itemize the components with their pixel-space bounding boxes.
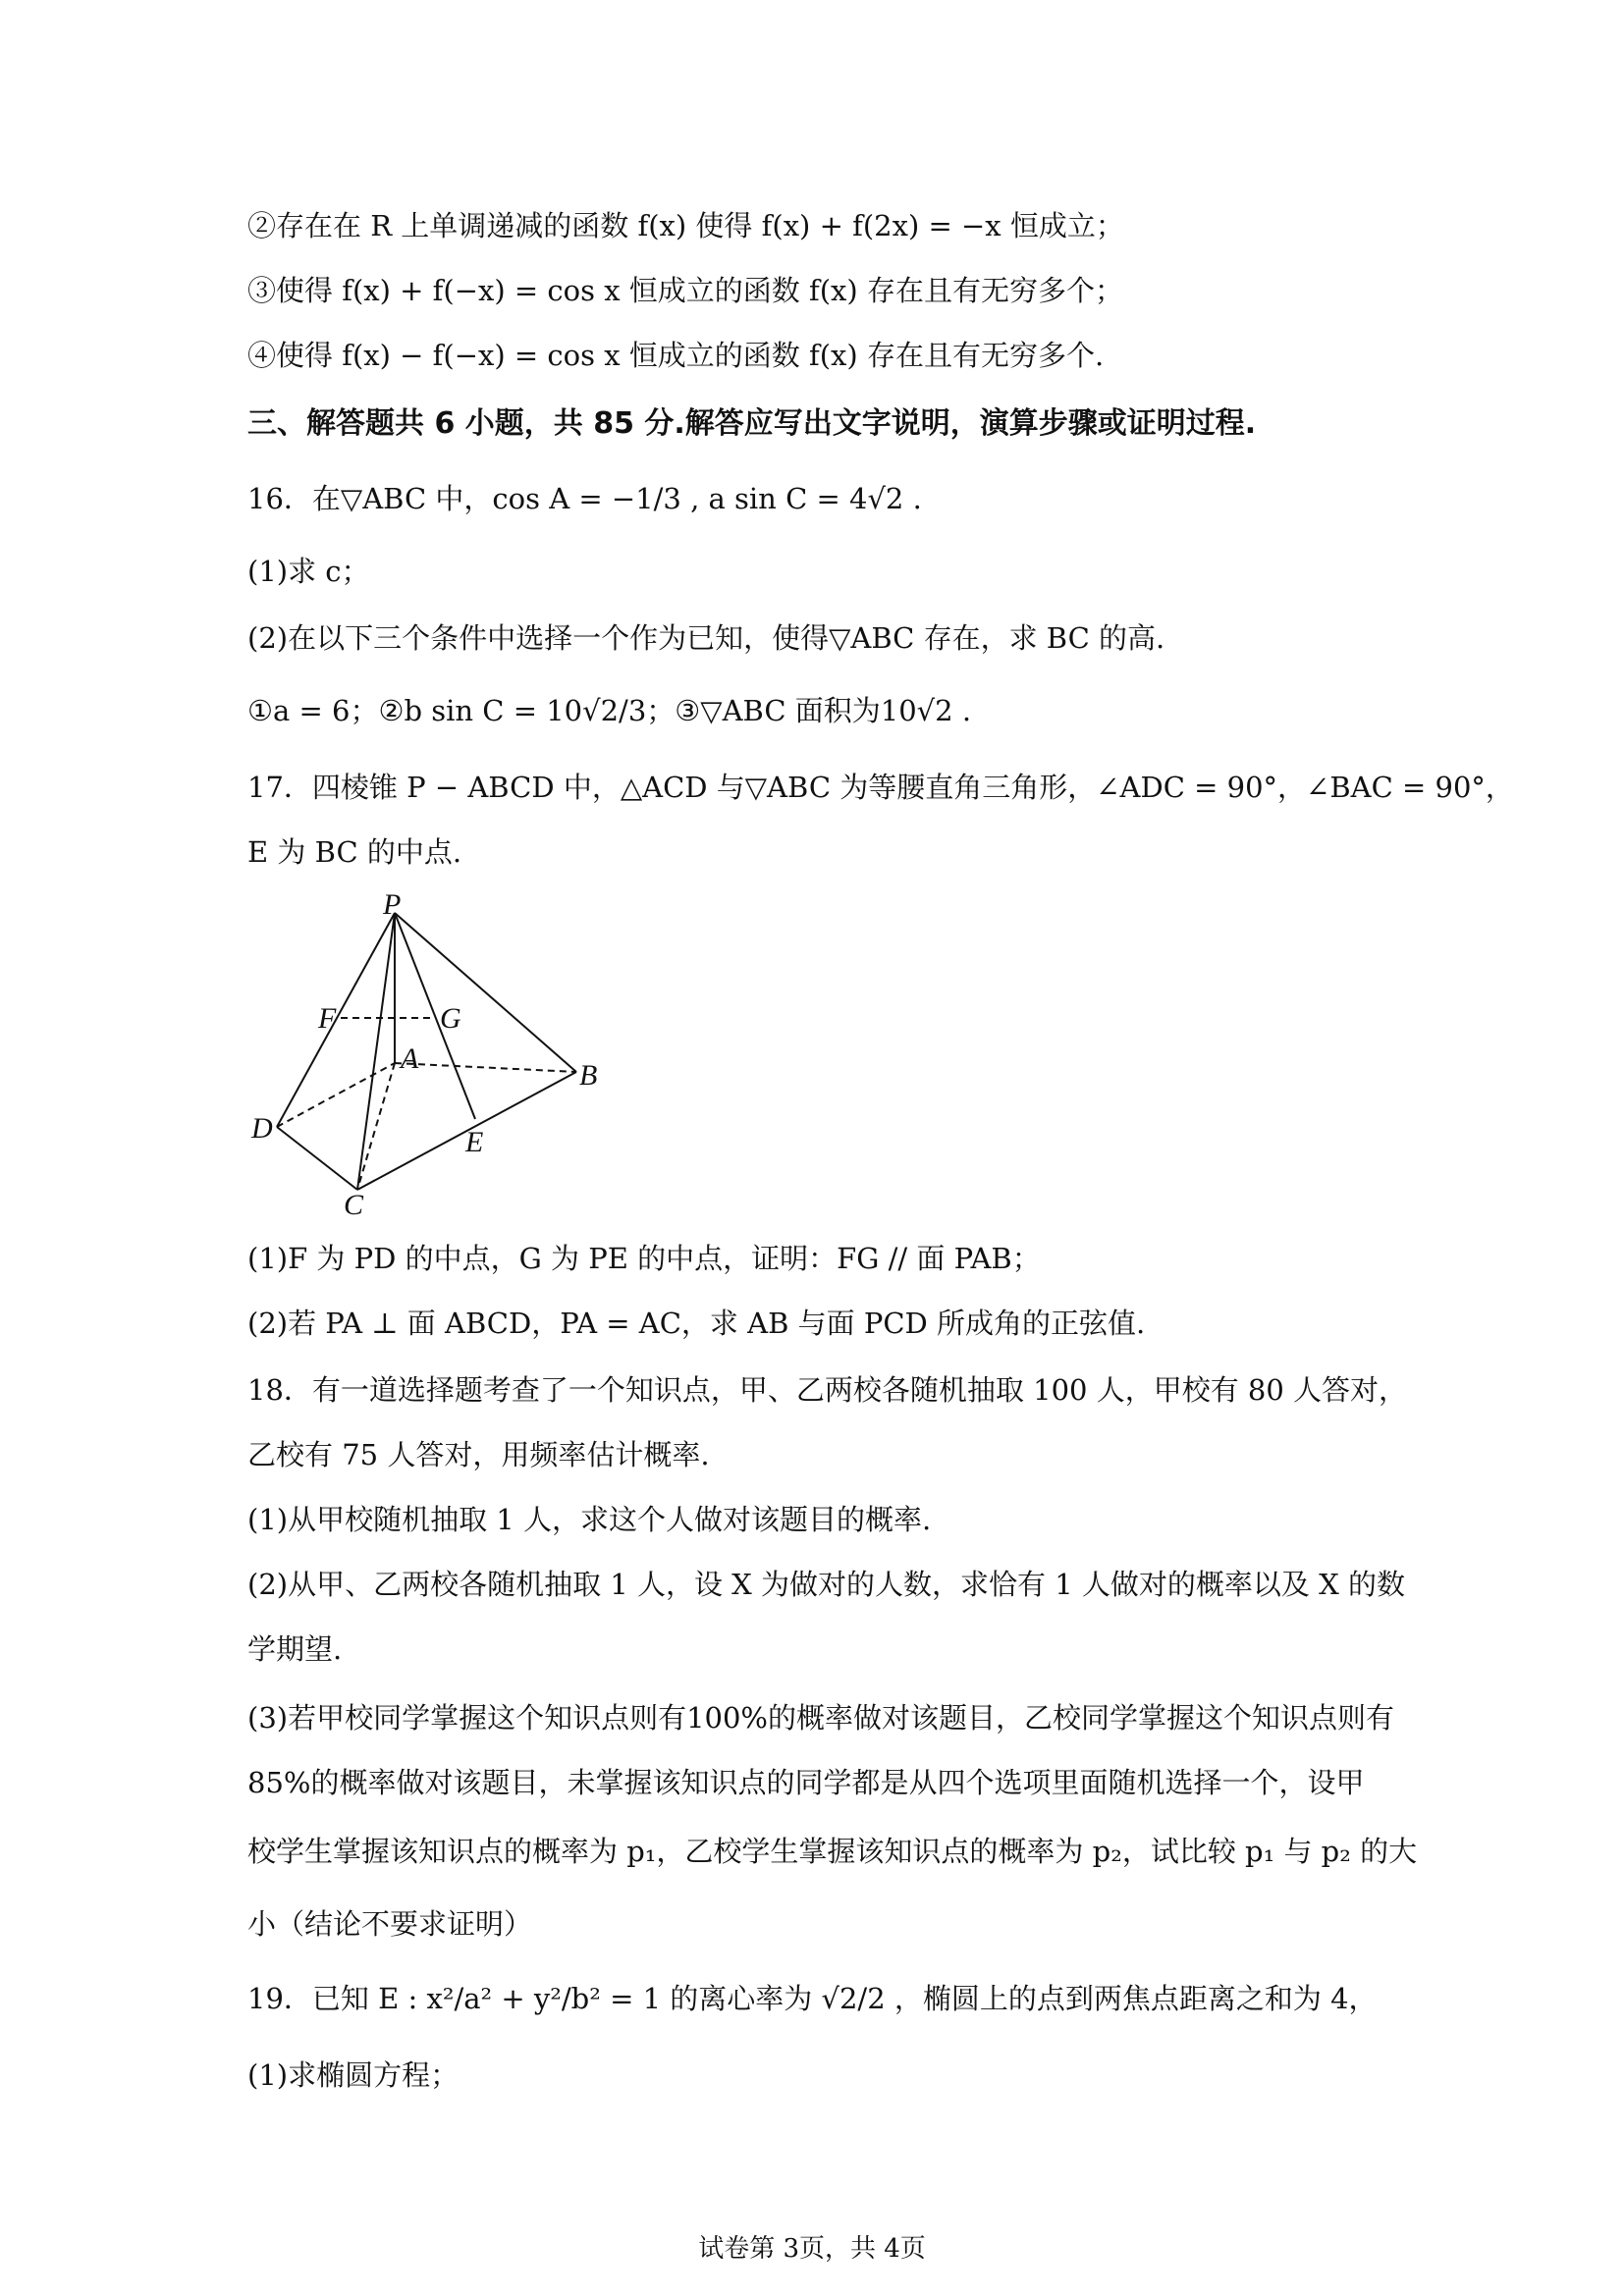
text-line: 小（结论不要求证明） bbox=[247, 1907, 533, 1941]
section-heading: 三、解答题共 6 小题，共 85 分.解答应写出文字说明，演算步骤或证明过程. bbox=[247, 406, 1257, 441]
text-line: 校学生掌握该知识点的概率为 p₁，乙校学生掌握该知识点的概率为 p₂，试比较 p₁ 与 p₂ 的大 bbox=[247, 1835, 1418, 1868]
text-line: (1)F 为 PD 的中点，G 为 PE 的中点，证明：FG // 面 PAB； bbox=[247, 1242, 1041, 1275]
label-P: P bbox=[383, 888, 402, 921]
edge-PC bbox=[357, 913, 395, 1190]
text-line: 乙校有 75 人答对，用频率估计概率. bbox=[247, 1438, 710, 1471]
text-line: (1)从甲校随机抽取 1 人，求这个人做对该题目的概率. bbox=[247, 1503, 932, 1536]
text-line: (1)求 c； bbox=[247, 555, 370, 588]
label-B: B bbox=[579, 1059, 598, 1092]
edge-AC bbox=[357, 1063, 395, 1190]
page-footer: 试卷第 3页，共 4页 bbox=[698, 2234, 926, 2264]
text-line: ②存在在 R 上单调递减的函数 f(x) 使得 f(x) + f(2x) = −x 恒成立； bbox=[247, 209, 1124, 242]
edge-AB bbox=[395, 1063, 576, 1072]
label-G: G bbox=[440, 1002, 461, 1035]
text-line: 18．有一道选择题考查了一个知识点，甲、乙两校各随机抽取 100 人，甲校有 80 人答对， bbox=[247, 1373, 1408, 1407]
text-line: 17．四棱锥 P − ABCD 中，△ACD 与▽ABC 为等腰直角三角形，∠ADC = 90°，∠BAC = 90°， bbox=[247, 771, 1514, 804]
text-line: 学期望. bbox=[247, 1632, 343, 1666]
label-E: E bbox=[465, 1126, 484, 1158]
edge-PB bbox=[395, 913, 576, 1072]
edge-PE bbox=[395, 913, 475, 1119]
text-line: (3)若甲校同学掌握这个知识点则有100%的概率做对该题目，乙校同学掌握这个知识点则有 bbox=[247, 1701, 1394, 1735]
label-D: D bbox=[251, 1112, 273, 1145]
text-line: (2)在以下三个条件中选择一个作为已知，使得▽ABC 存在，求 BC 的高. bbox=[247, 621, 1165, 655]
text-line: (2)从甲、乙两校各随机抽取 1 人，设 X 为做对的人数，求恰有 1 人做对的概率以及 X 的数 bbox=[247, 1568, 1406, 1601]
text-line: ①a = 6；②b sin C = 10√2/3；③▽ABC 面积为10√2 . bbox=[247, 694, 972, 727]
text-line: (1)求椭圆方程； bbox=[247, 2058, 460, 2092]
text-line: 85%的概率做对该题目，未掌握该知识点的同学都是从四个选项里面随机选择一个，设甲 bbox=[247, 1766, 1365, 1799]
text-line: (2)若 PA ⊥ 面 ABCD，PA = AC，求 AB 与面 PCD 所成角的正弦值. bbox=[247, 1307, 1146, 1340]
edge-DC bbox=[277, 1127, 357, 1190]
label-A: A bbox=[401, 1042, 419, 1075]
text-line: ③使得 f(x) + f(−x) = cos x 恒成立的函数 f(x) 存在且有无穷多个； bbox=[247, 274, 1123, 307]
text-line: E 为 BC 的中点. bbox=[247, 835, 462, 869]
text-line: ④使得 f(x) − f(−x) = cos x 恒成立的函数 f(x) 存在且有无穷多个. bbox=[247, 339, 1105, 372]
pyramid-figure bbox=[247, 888, 621, 1222]
label-F: F bbox=[318, 1002, 337, 1035]
label-C: C bbox=[344, 1189, 364, 1221]
text-line: 19．已知 E : x²/a² + y²/b² = 1 的离心率为 √2/2 ，椭圆上的点到两焦点距离之和为 4， bbox=[247, 1982, 1378, 2015]
text-line: 16．在▽ABC 中，cos A = −1/3 , a sin C = 4√2 . bbox=[247, 482, 922, 515]
